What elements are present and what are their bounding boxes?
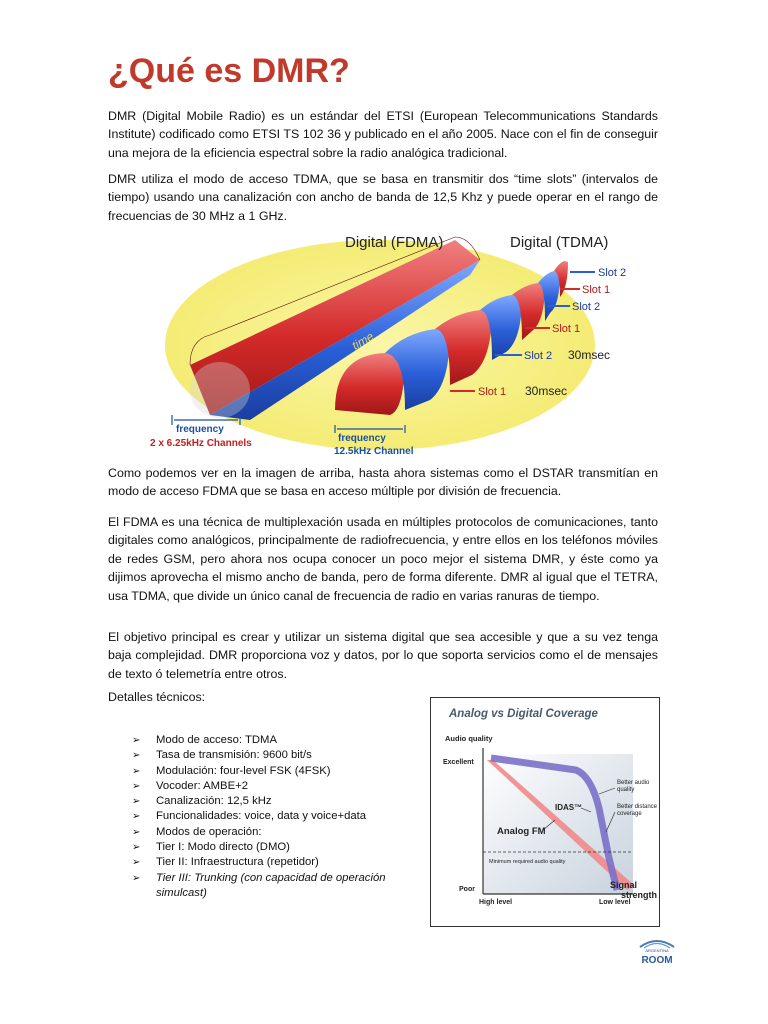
better-distance-label-1: Better distance bbox=[617, 804, 658, 810]
intro-paragraph: DMR (Digital Mobile Radio) es un estándar del ETSI (European Telecommunications Standards Institute) codificado como ETSI TS 102 36 y publicado en el año 2005. Nace con el fin de conseguir una mejora de la eficiencia espectral sobre la radio analógica tradicional. bbox=[108, 109, 658, 160]
msec-label-a: 30msec bbox=[568, 348, 611, 362]
list-item: ➢ Tier I: Modo directo (DMO) bbox=[132, 840, 402, 855]
arrow-bullet-icon: ➢ bbox=[132, 857, 141, 869]
fdma-technique-paragraph: El FDMA es una técnica de multiplexación usada en múltiples protocolos de comunicaciones, tanto digitales como analógicos, principalmente de radiofrecuencia, y entre ellos en los teléfonos móviles de redes GSM, pero ahora nos ocupa conocer un poco mejor el sistema DMR, y éste como ya dijimos aprovecha el mismo ancho de banda, pero de forma diferente. DMR al igual que el TETRA, usa TDMA, que divide un único canal de frecuencia de radio en varias ranuras de tiempo. bbox=[108, 515, 658, 603]
list-item: ➢ Vocoder: AMBE+2 bbox=[132, 779, 402, 794]
coverage-figure bbox=[430, 697, 660, 927]
logo-top-text: ARGENTINA bbox=[645, 948, 669, 953]
tdma-label: Digital (TDMA) bbox=[510, 234, 609, 251]
better-distance-label-2: coverage bbox=[617, 811, 642, 817]
argentina-room-logo bbox=[636, 935, 678, 967]
channel-right-label: 12.5kHz Channel bbox=[334, 446, 414, 455]
better-audio-label-1: Better audio bbox=[617, 780, 650, 786]
details-heading: Detalles técnicos: bbox=[108, 690, 206, 704]
excellent-label: Excellent bbox=[443, 759, 474, 766]
list-item: ➢ Modo de acceso: TDMA bbox=[132, 733, 402, 748]
frequency-right-label: frequency bbox=[338, 433, 386, 444]
list-item: ➢ Tier II: Infraestructura (repetidor) bbox=[132, 855, 402, 870]
high-level-label: High level bbox=[479, 899, 513, 906]
low-level-label: Low level bbox=[599, 899, 631, 906]
minimum-required-label: Minimum required audio quality bbox=[489, 859, 566, 865]
spec-list bbox=[132, 733, 402, 901]
analog-fm-label: Analog FM bbox=[497, 826, 546, 837]
slot1-label-b: Slot 1 bbox=[552, 323, 581, 335]
idas-label: IDAS™ bbox=[555, 803, 583, 812]
slot2-label-b: Slot 2 bbox=[572, 301, 601, 313]
logo-main-text: ROOM bbox=[641, 955, 673, 966]
arrow-bullet-icon: ➢ bbox=[132, 765, 141, 777]
arrow-bullet-icon: ➢ bbox=[132, 780, 141, 792]
x-axis-label-line2: strength bbox=[621, 890, 657, 900]
arrow-bullet-icon: ➢ bbox=[132, 842, 141, 854]
fdma-label: Digital (FDMA) bbox=[345, 234, 444, 251]
coverage-chart bbox=[431, 698, 659, 926]
list-item: ➢ Funcionalidades: voice, data y voice+data bbox=[132, 809, 402, 824]
yellow-background bbox=[165, 240, 595, 450]
poor-label: Poor bbox=[459, 886, 475, 893]
arrow-bullet-icon: ➢ bbox=[132, 750, 141, 762]
arrow-bullet-icon: ➢ bbox=[132, 872, 141, 884]
arrow-bullet-icon: ➢ bbox=[132, 826, 141, 838]
slot1-label-c: Slot 1 bbox=[478, 386, 507, 398]
better-audio-label-2: quality bbox=[617, 787, 635, 793]
fdma-tdma-figure bbox=[150, 225, 630, 455]
tdma-paragraph: DMR utiliza el modo de acceso TDMA, que se basa en transmitir dos “time slots” (intervalos de tiempo) usando una canalización con ancho de banda de 12,5 Khz y puede operar en el rango de frecuencias de 30 MHz a 1 GHz. bbox=[108, 172, 658, 223]
list-item: ➢ Tasa de transmisión: 9600 bit/s bbox=[132, 748, 402, 763]
arrow-bullet-icon: ➢ bbox=[132, 735, 141, 746]
slot1-label-a: Slot 1 bbox=[582, 284, 611, 296]
coverage-title: Analog vs Digital Coverage bbox=[449, 708, 598, 720]
list-item: ➢ Tier III: Trunking (con capacidad de operación simulcast) bbox=[132, 871, 386, 899]
page-title: ¿Qué es DMR? bbox=[108, 52, 350, 90]
list-item: ➢ Modulación: four-level FSK (4FSK) bbox=[132, 764, 402, 779]
fdma-description-paragraph: Como podemos ver en la imagen de arriba, hasta ahora sistemas como el DSTAR transmitían en modo de acceso FDMA que se basa en acceso múltiple por división de frecuencia. bbox=[108, 466, 658, 499]
objective-paragraph: El objetivo principal es crear y utilizar un sistema digital que sea accesible y que a su vez tenga baja complejidad. DMR proporciona voz y datos, por lo que soporta servicios como el de mensajes de texto ó telemetría entre otros. bbox=[108, 630, 658, 681]
arrow-bullet-icon: ➢ bbox=[132, 796, 141, 808]
channels-left-label: 2 x 6.25kHz Channels bbox=[150, 438, 252, 449]
time-label: time bbox=[349, 329, 377, 353]
y-axis-label: Audio quality bbox=[445, 734, 493, 743]
x-axis-label-line1: Signal bbox=[609, 880, 637, 890]
list-item: ➢ Canalización: 12,5 kHz bbox=[132, 794, 402, 809]
slot2-label-c: Slot 2 bbox=[524, 350, 553, 362]
frequency-left-label: frequency bbox=[176, 424, 224, 435]
msec-label-b: 30msec bbox=[525, 384, 568, 398]
list-item: ➢ Modos de operación: bbox=[132, 825, 402, 840]
slot2-label-a: Slot 2 bbox=[598, 267, 627, 279]
arrow-bullet-icon: ➢ bbox=[132, 811, 141, 823]
